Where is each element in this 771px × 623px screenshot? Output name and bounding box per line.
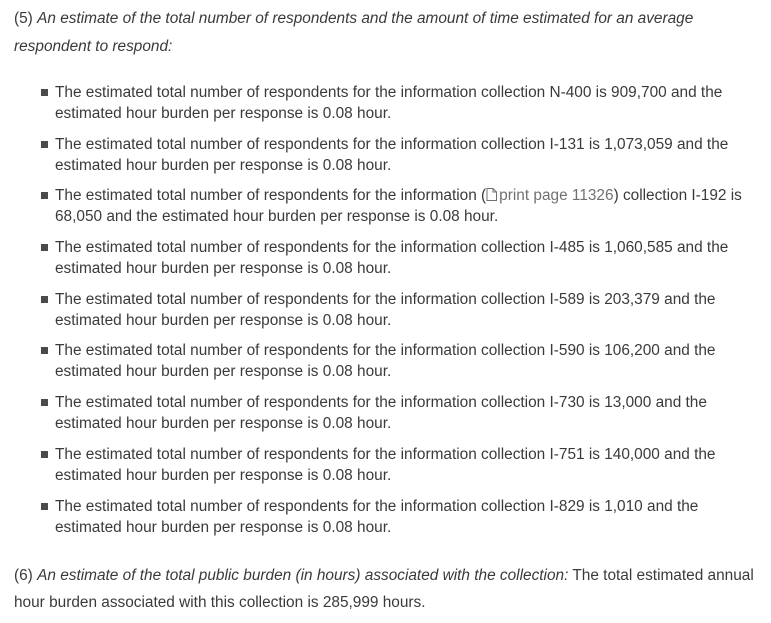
- list-item: [40, 134, 757, 176]
- list-item: [40, 185, 757, 227]
- list-item: [40, 82, 757, 124]
- list-item-text: The estimated total number of respondents for the information collection I-485 is 1,060,585 and the estimated hour burden per response is 0.08 hour.: [55, 239, 729, 278]
- list-item-text: The estimated total number of respondents for the information collection I-131 is 1,073,059 and the estimated hour burden per response is 0.08 hour.: [55, 135, 729, 174]
- section-6-body: The total estimated annual hour burden associated with this collection is 285,999 hours.: [14, 566, 754, 611]
- list-item-text: The estimated total number of respondents for the information collection I-829 is 1,010 and the estimated hour burden per response is 0.08 hour.: [55, 497, 699, 536]
- list-item-text: The estimated total number of respondents for the information collection I-590 is 106,200 and the estimated hour burden per response is 0.08 hour.: [55, 342, 716, 381]
- bullet-icon: [41, 89, 48, 96]
- bullet-icon: [41, 192, 48, 199]
- bullet-icon: [41, 244, 48, 251]
- section-5-heading: An estimate of the total number of respondents and the amount of time estimated for an average respondent to respond:: [14, 10, 694, 55]
- bullet-icon: [41, 141, 48, 148]
- list-item-text: The estimated total number of respondents for the information collection I-589 is 203,379 and the estimated hour burden per response is 0.08 hour.: [55, 290, 716, 329]
- section-6-heading: An estimate of the total public burden (in hours) associated with the collection:: [37, 566, 569, 584]
- print-page-link[interactable]: [486, 187, 613, 204]
- list-item: [40, 340, 757, 382]
- print-page-label: print page 11326: [499, 187, 614, 205]
- list-item-text: The estimated total number of respondents for the information collection I-730 is 13,000 and the estimated hour burden per response is 0.08 hour.: [55, 394, 707, 433]
- list-item: [40, 289, 757, 331]
- bullet-icon: [41, 296, 48, 303]
- list-item: [40, 237, 757, 279]
- list-item: [40, 392, 757, 434]
- bullet-icon: [41, 503, 48, 510]
- section-5-number: (5): [14, 10, 33, 27]
- page-icon: [486, 188, 497, 201]
- list-item-text: The estimated total number of respondents for the information collection I-751 is 140,000 and the estimated hour burden per response is 0.08 hour.: [55, 445, 716, 484]
- list-item: [40, 496, 757, 538]
- bullet-icon: [41, 451, 48, 458]
- list-item-text: The estimated total number of respondents for the information collection N-400 is 909,700 and the estimated hour burden per response is 0.08 hour.: [55, 84, 723, 122]
- list-item-text-after: ) collection I-192 is 68,050 and the estimated hour burden per response is 0.08 hour.: [55, 187, 742, 226]
- bullet-icon: [41, 399, 48, 406]
- list-item: [40, 444, 757, 486]
- section-5-paragraph: [14, 5, 757, 60]
- list-item-text-before: The estimated total number of respondents for the information (: [55, 187, 487, 205]
- section-6-paragraph: [14, 562, 757, 617]
- respondents-list: [14, 82, 757, 538]
- section-6-number: (6): [14, 566, 33, 584]
- bullet-icon: [41, 347, 48, 354]
